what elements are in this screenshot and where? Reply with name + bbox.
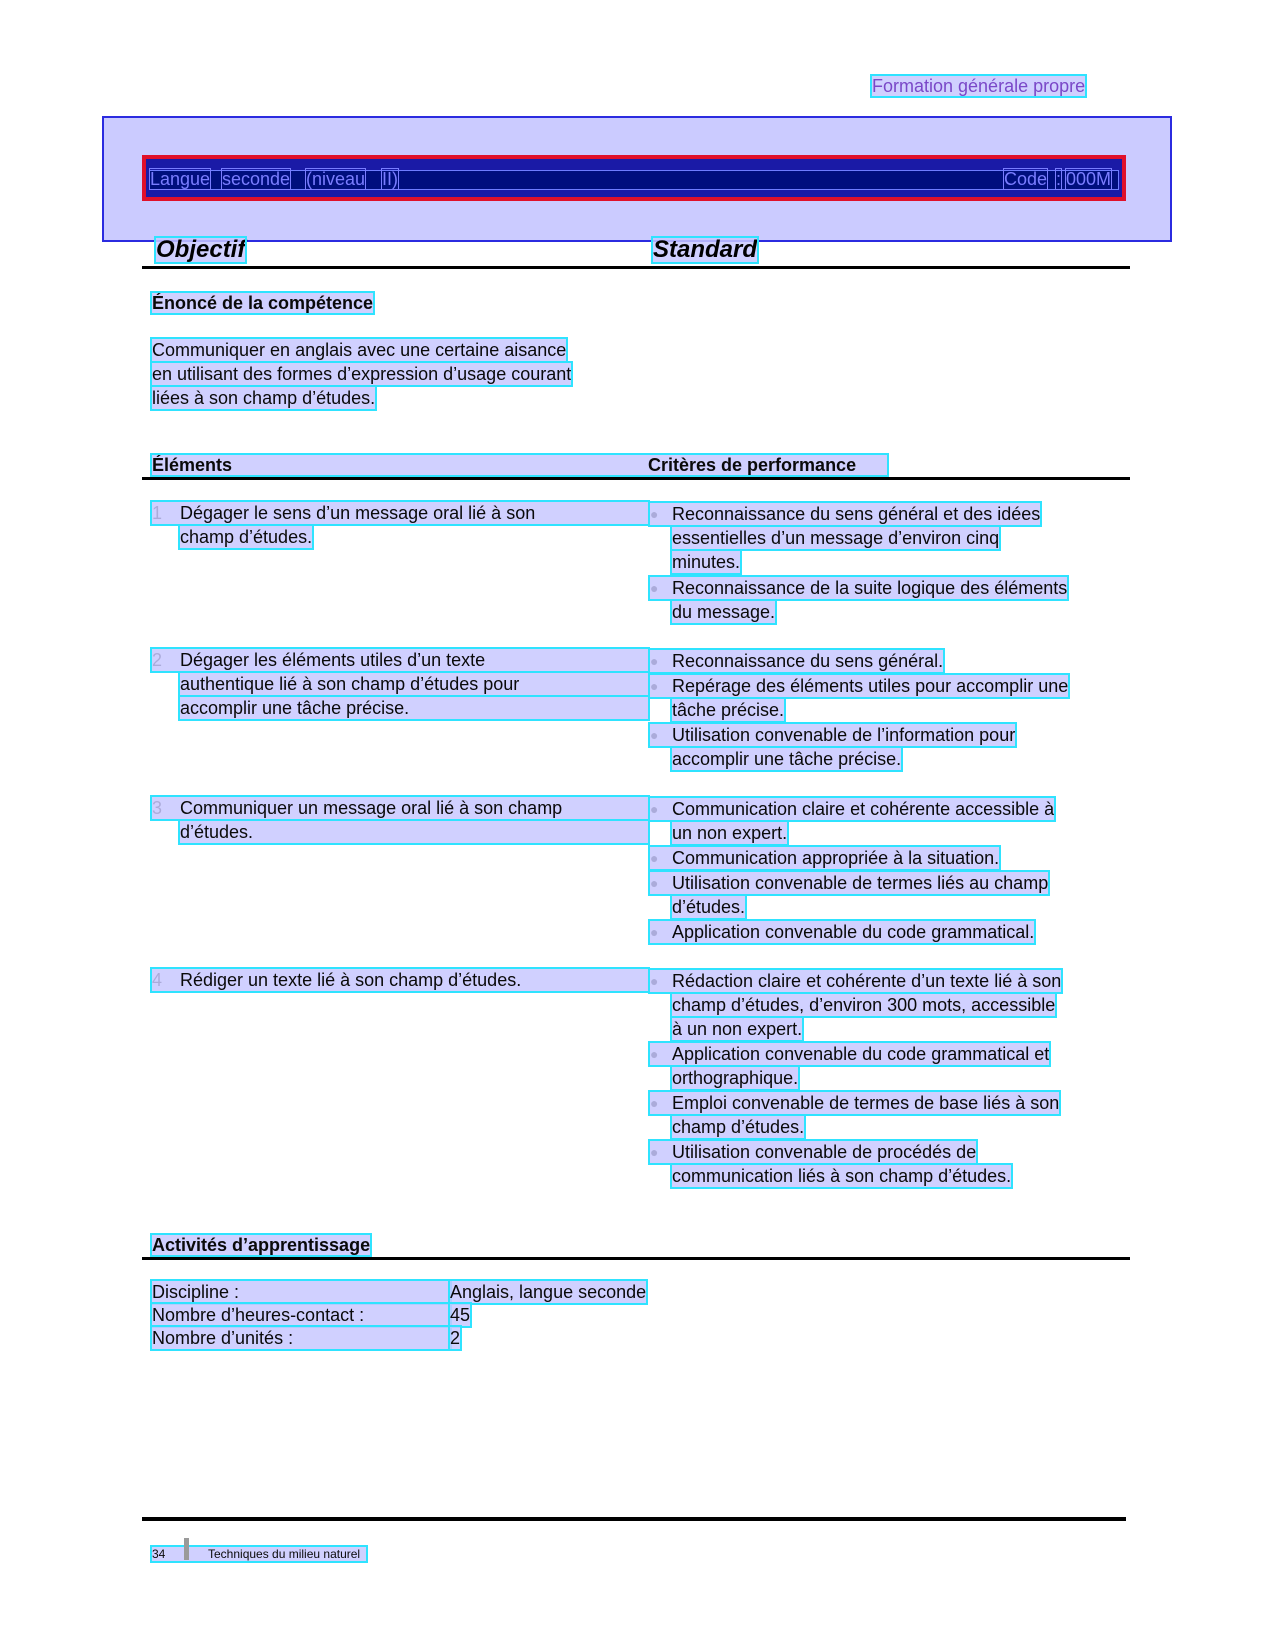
competence-line: liées à son champ d’études. — [152, 388, 376, 408]
course-title-word: (niveau — [306, 169, 366, 189]
course-title-word: II) — [382, 169, 398, 189]
activity-value: 45 — [450, 1305, 471, 1325]
criterion-line: d’études. — [672, 897, 746, 917]
element-text: authentique lié à son champ d’études pour — [180, 673, 648, 695]
course-code-word: : — [1056, 169, 1062, 189]
criterion-line: accomplir une tâche précise. — [672, 749, 902, 769]
element-text: Dégager les éléments utiles d’un texte — [152, 649, 648, 671]
activity-value: Anglais, langue seconde — [450, 1282, 647, 1302]
criterion-line: à un non expert. — [672, 1019, 803, 1039]
activity-label: Nombre d’unités : — [152, 1327, 450, 1349]
course-title-bar-inner — [150, 171, 1118, 189]
course-title-bar — [142, 155, 1126, 201]
section-label: Formation générale propre — [872, 76, 1086, 96]
activity-value: 2 — [450, 1328, 461, 1348]
criterion-line: Utilisation convenable de l’information pour — [650, 724, 1015, 746]
footer-title: Techniques du milieu naturel — [208, 1547, 361, 1561]
criterion-line: Utilisation convenable de termes liés au champ — [650, 872, 1048, 894]
divider — [142, 1257, 1130, 1260]
criterion-line: Reconnaissance du sens général. — [650, 650, 943, 672]
divider — [142, 477, 1130, 480]
element-text: Communiquer un message oral lié à son champ — [152, 797, 648, 819]
footer-separator — [184, 1538, 189, 1560]
criterion-line: Application convenable du code grammatical. — [650, 921, 1034, 943]
criterion-line: Rédaction claire et cohérente d’un texte lié à son — [650, 970, 1061, 992]
element-text: Rédiger un texte lié à son champ d’études. — [152, 969, 648, 991]
criterion-line: champ d’études, d’environ 300 mots, accessible — [672, 995, 1056, 1015]
criterion-line: communication liés à son champ d’études. — [672, 1166, 1012, 1186]
course-title-word: Langue — [150, 169, 211, 189]
criterion-line: Communication appropriée à la situation. — [650, 847, 999, 869]
criterion-line: champ d’études. — [672, 1117, 805, 1137]
criterion-line: Reconnaissance du sens général et des idées — [650, 503, 1040, 525]
criterion-line: Repérage des éléments utiles pour accomplir une — [650, 675, 1068, 697]
footer-divider — [142, 1517, 1126, 1521]
page-number: 34 — [152, 1547, 166, 1561]
elements-heading: Éléments — [152, 455, 887, 475]
criterion-line: Emploi convenable de termes de base liés à son — [650, 1092, 1059, 1114]
criterion-line: tâche précise. — [672, 700, 785, 720]
criterion-line: Utilisation convenable de procédés de — [650, 1141, 976, 1163]
competence-heading: Énoncé de la compétence — [152, 293, 374, 313]
criteria-heading: Critères de performance — [648, 455, 857, 475]
divider — [142, 266, 1130, 269]
criterion-line: minutes. — [672, 552, 741, 572]
element-text: Dégager le sens d’un message oral lié à son — [152, 502, 648, 524]
criterion-line: du message. — [672, 602, 776, 622]
course-code-word: Code — [1004, 169, 1048, 189]
competence-line: Communiquer en anglais avec une certaine aisance — [152, 340, 567, 360]
course-title-word: seconde — [222, 169, 291, 189]
activities-heading: Activités d’apprentissage — [152, 1235, 371, 1255]
criterion-line: Application convenable du code grammatical et — [650, 1043, 1049, 1065]
element-text: champ d’études. — [180, 527, 313, 547]
activity-label: Nombre d’heures-contact : — [152, 1304, 450, 1326]
activity-label: Discipline : — [152, 1281, 450, 1303]
element-text: accomplir une tâche précise. — [180, 697, 648, 719]
criterion-line: Communication claire et cohérente accessible à — [650, 798, 1054, 820]
course-code-word: 000M — [1066, 169, 1112, 189]
criterion-line: essentielles d’un message d’environ cinq — [672, 528, 1000, 548]
competence-line: en utilisant des formes d’expression d’usage courant — [152, 364, 572, 384]
standard-heading: Standard — [653, 236, 758, 263]
criterion-line: orthographique. — [672, 1068, 799, 1088]
criterion-line: Reconnaissance de la suite logique des éléments — [650, 577, 1067, 599]
element-text: d’études. — [180, 821, 648, 843]
objectif-heading: Objectif — [156, 236, 246, 263]
criterion-line: un non expert. — [672, 823, 788, 843]
